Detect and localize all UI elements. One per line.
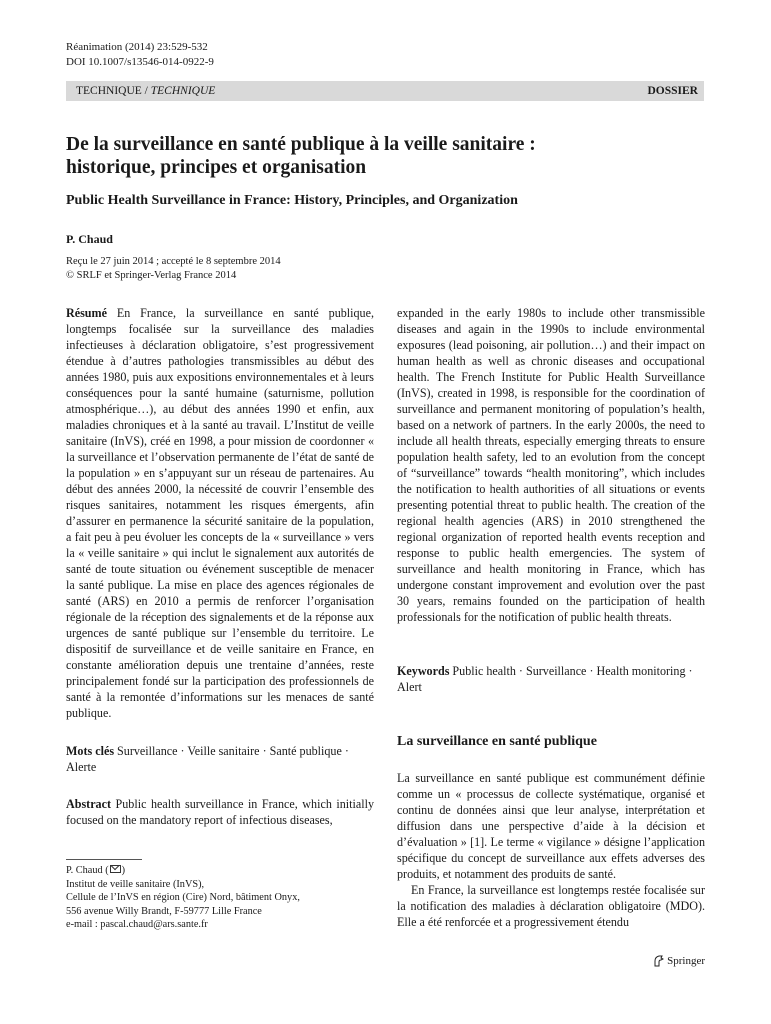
abstract-text-start: Public health surveillance in France, which initially focused on the mandatory report of infectious diseases, — [66, 797, 374, 827]
footnote-email: e-mail : pascal.chaud@ars.sante.fr — [66, 919, 208, 930]
resume-block — [66, 305, 374, 721]
title-line-2: historique, principes et organisation — [66, 157, 367, 178]
mots-cles-label: Mots clés — [66, 744, 115, 758]
keywords-label: Keywords — [397, 664, 450, 678]
author-affiliation — [66, 864, 300, 932]
abstract-block-end — [397, 305, 705, 625]
rubric-text: TECHNIQUE / — [76, 85, 151, 97]
abstract-label: Abstract — [66, 797, 112, 811]
abstract-block-start — [66, 796, 374, 828]
mots-cles-text: Surveillance · Veille sanitaire · Santé publique · Alerte — [66, 744, 349, 774]
footnote-rule — [66, 859, 142, 860]
rubric-italic: TECHNIQUE — [150, 85, 216, 97]
section-heading: La surveillance en santé publique — [397, 734, 597, 749]
title-line-1: De la surveillance en santé publique à la veille sanitaire : — [66, 134, 536, 155]
footnote-institute: Institut de veille sanitaire (InVS), — [66, 878, 205, 890]
springer-horse-icon — [653, 955, 664, 967]
resume-label: Résumé — [66, 306, 107, 320]
envelope-icon — [110, 865, 121, 873]
section-body — [397, 770, 705, 930]
section-paragraph-1: La surveillance en santé publique est communément définie comme un « processus de collecte systématique, organisé et continu de données ainsi que leur analyse, interprétation et diffusion dans une perspective d’aide à la décision et d’évaluation » [1]. Le terme « vigilance » désigne l’application spécifique du concept de surveillance aux effets adverses des produits, et notamment des produits de santé. — [397, 771, 705, 881]
received-accepted: Reçu le 27 juin 2014 ; accepté le 8 septembre 2014 — [66, 256, 281, 267]
publisher-logo — [653, 955, 705, 967]
keywords-text: Public health · Surveillance · Health monitoring · Alert — [397, 664, 693, 694]
footnote-address: 556 avenue Willy Brandt, F-59777 Lille France — [66, 905, 262, 917]
article-dates — [66, 255, 281, 283]
doi-line: DOI 10.1007/s13546-014-0922-9 — [66, 56, 214, 68]
keywords-block — [397, 663, 705, 695]
dossier-label: DOSSIER — [647, 85, 698, 97]
rubric-band — [66, 81, 704, 101]
article-title — [66, 133, 706, 179]
journal-line: Réanimation (2014) 23:529-532 — [66, 41, 208, 53]
resume-text: En France, la surveillance en santé publique, longtemps focalisée sur la surveillance des maladies infectieuses à déclaration obligatoire, s’est progressivement étendue à d’autres pathologies transmissibles au début des années 1980, puis aux expositions environnementales et à leurs conséquences pour la santé humaine (saturnisme, pollution atmosphérique…), au début des années 1990 et enfin, aux maladies chroniques et à la santé au travail. L’Institut de veille sanitaire (InVS), créé en 1998, a pour mission de coordonner « la surveillance et l’observation permanente de l’état de santé de la population » en s’appuyant sur un réseau de partenaires. Au début des années 2000, la nécessité de couvrir l’ensemble des risques sanitaires, notamment les risques émergents, afin d’assurer en permanence la sécurité sanitaire de la population, a fait peu à peu évoluer les concepts de la « surveillance » vers la « veille sanitaire » qui inclut le signalement aux autorités de santé de toute situation ou événement susceptible de menacer la santé publique. La mise en place des agences régionales de santé (ARS) en 2010 a permis de renforcer l’organisation régionale de la réception des signalements et de la réponse aux urgences de santé publique sur l’ensemble du territoire. Le dispositif de surveillance et de veille sanitaire en France, en constante amélioration depuis une trentaine d’années, reste principalement fondé sur la participation des professionnels de santé à la remontée d’informations sur les menaces de santé publique. — [66, 306, 374, 720]
section-paragraph-2: En France, la surveillance est longtemps restée focalisée sur la notification des maladies à déclaration obligatoire (MDO). Elle a été renforcée et a progressivement étendu — [397, 883, 705, 929]
article-subtitle: Public Health Surveillance in France: History, Principles, and Organization — [66, 193, 518, 208]
copyright: © SRLF et Springer-Verlag France 2014 — [66, 270, 237, 281]
abstract-text-end: expanded in the early 1980s to include other transmissible diseases and again in the 1990s to include environmental exposures (lead poisoning, air pollution…) and their impact on human health as well as chronic diseases and occupational health. The French Institute for Public Health Surveillance (InVS), created in 1998, is responsible for the coordination of surveillance and permanent monitoring of population’s health, based on a network of partners. In the early 2000s, the need to include all health threats, especially emerging threats to ensure population health safety, led to an evolution from the concept of “surveillance” towards “health monitoring”, which includes the notification to health authorities of all situations or events presenting potential threat to public health. The creation of the regional health agencies (ARS) in 2010 strengthened the regional organization of reported health events reception and response to public health emergencies. The system of surveillance and health monitoring in France, which has undergone constant improvement and evolution over the past 30 years, remains founded on the participation of health professionals for the notification of public health threats. — [397, 306, 705, 624]
mots-cles-block — [66, 743, 374, 775]
author-name: P. Chaud — [66, 232, 113, 246]
rubric — [76, 81, 215, 101]
journal-citation — [66, 40, 214, 70]
publisher-name: Springer — [667, 955, 705, 967]
footnote-cellule: Cellule de l’InVS en région (Cire) Nord, bâtiment Onyx, — [66, 892, 300, 903]
footnote-name-close: ) — [121, 865, 126, 876]
footnote-name: P. Chaud ( — [66, 865, 109, 876]
